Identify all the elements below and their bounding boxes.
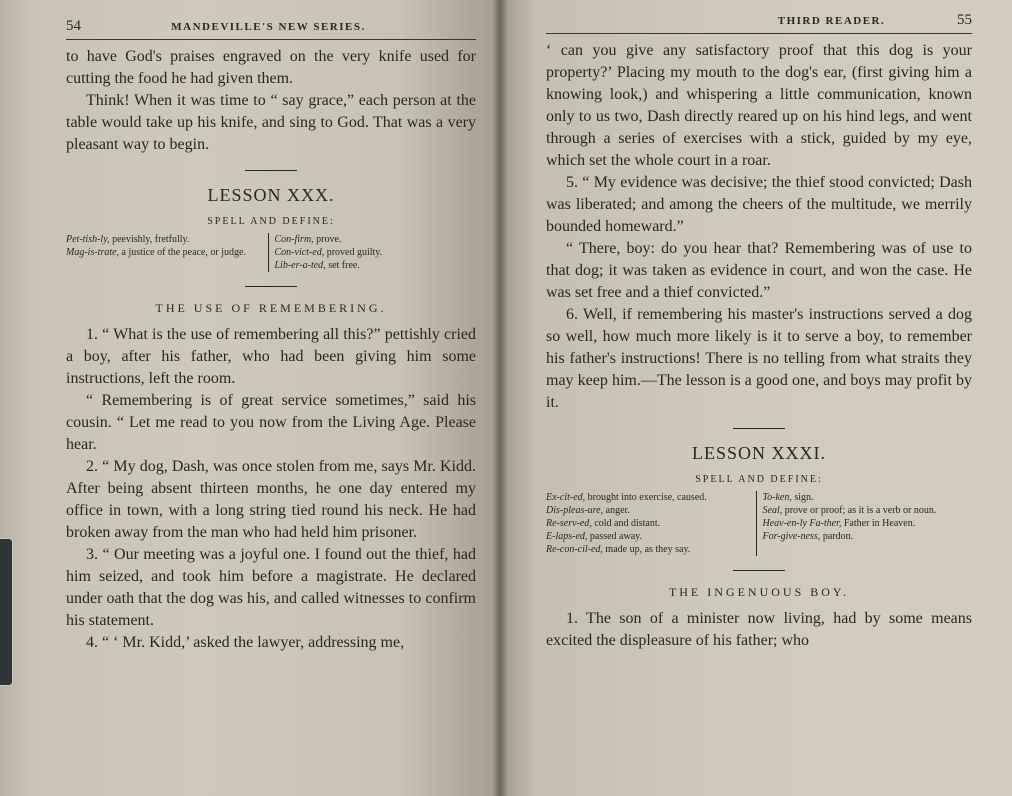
page-number: 54 <box>66 18 81 34</box>
book-gutter <box>492 0 508 796</box>
story-title: THE USE OF REMEMBERING. <box>155 301 387 315</box>
vocabulary-item: Seal, prove or proof; as it is a verb or noun. <box>762 505 937 516</box>
vocabulary-item: For-give-ness, pardon. <box>762 531 854 542</box>
vocabulary-list <box>546 491 972 556</box>
paragraph: 4. “ ‘ Mr. Kidd,’ asked the lawyer, addressing me, <box>86 634 405 651</box>
vocabulary-item: Re-serv-ed, cold and distant. <box>546 518 661 529</box>
spell-define-label: SPELL AND DEFINE: <box>695 474 823 485</box>
paragraph: to have God's praises engraved on the very knife used for cutting the food he had given them. <box>66 48 476 87</box>
vocabulary-item: Lib-er-a-ted, set free. <box>274 260 360 271</box>
right-page <box>500 0 1012 796</box>
vocabulary-column-right <box>757 491 973 556</box>
running-head: MANDEVILLE'S NEW SERIES. <box>171 21 366 33</box>
vocabulary-item: Con-firm, prove. <box>274 234 342 245</box>
vocabulary-item: Con-vict-ed, proved guilty. <box>274 247 383 258</box>
left-page <box>0 0 500 796</box>
header-rule <box>66 39 476 40</box>
separator-rule <box>733 428 785 429</box>
paragraph: “ There, boy: do you hear that? Remembering was of use to that dog; it was taken as evidence in court, and won the case. He was set free and a thief convicted.” <box>546 240 972 301</box>
paragraph: Think! When it was time to “ say grace,” each person at the table would take up his knife, and sing to God. That was a very pleasant way to begin. <box>66 92 476 153</box>
lesson-heading: LESSON XXXI. <box>691 443 826 463</box>
right-page-header <box>546 12 972 29</box>
paragraph: 2. “ My dog, Dash, was once stolen from me, says Mr. Kidd. After being absent thirteen months, he one day entered my office in town, with a long string tied round his neck. He had broken away from the man who had held him prisoner. <box>66 458 476 541</box>
lesson-heading: LESSON XXX. <box>207 185 335 205</box>
running-head: THIRD READER. <box>777 15 886 27</box>
separator-rule <box>733 570 785 571</box>
vocabulary-column-left <box>66 233 269 272</box>
vocabulary-item: Dis-pleas-ure, anger. <box>546 505 630 516</box>
paragraph: “ Remembering is of great service sometimes,” said his cousin. “ Let me read to you now from the Living Age. Please hear. <box>66 392 476 453</box>
paragraph: 6. Well, if remembering his master's instructions served a dog so well, how much more likely is it to serve a boy, to remember his father's instructions! There is no telling from what straits they may keep him.—The lesson is a good one, and boys may profit by it. <box>546 306 972 411</box>
vocabulary-column-right <box>269 233 477 272</box>
vocabulary-item: Ex-cit-ed, brought into exercise, caused. <box>546 492 707 503</box>
vocabulary-item: To-ken, sign. <box>762 492 814 503</box>
vocabulary-item: Re-con-cil-ed, made up, as they say. <box>546 544 691 555</box>
header-rule <box>546 33 972 34</box>
spell-define-label: SPELL AND DEFINE: <box>207 216 335 227</box>
vocabulary-column-left <box>546 491 757 556</box>
paragraph: 5. “ My evidence was decisive; the thief stood convicted; Dash was liberated; and among the cheers of the multitude, we merrily bounded homeward.” <box>546 174 972 235</box>
story-title: THE INGENUOUS BOY. <box>668 585 850 599</box>
vocabulary-item: Heav-en-ly Fa-ther, Father in Heaven. <box>762 518 916 529</box>
vocabulary-item: Mag-is-trate, a justice of the peace, or judge. <box>66 247 246 258</box>
left-page-header <box>66 18 476 35</box>
paragraph: 1. The son of a minister now living, had by some means excited the displeasure of his father; who <box>546 610 972 649</box>
page-clip <box>0 538 13 686</box>
separator-rule <box>245 286 297 287</box>
vocabulary-item: E-laps-ed, passed away. <box>546 531 642 542</box>
paragraph: 1. “ What is the use of remembering all this?” pettishly cried a boy, after his father, who had been giving him some instructions, left the room. <box>66 326 476 387</box>
paragraph: ‘ can you give any satisfactory proof that this dog is your property?’ Placing my mouth to the dog's ear, (first giving him a knowing look,) and whispering a little communication, known only to us two, Dash directly reared up on his hind legs, and went through a series of exercises with a stick, guided by my eye, which set the whole court in a roar. <box>546 42 972 169</box>
page-number: 55 <box>956 12 972 28</box>
vocabulary-list <box>66 233 476 272</box>
vocabulary-item: Pet-tish-ly, peevishly, fretfully. <box>66 234 190 245</box>
paragraph: 3. “ Our meeting was a joyful one. I found out the thief, had him seized, and took him before a magistrate. He declared under oath that the dog was his, and called witnesses to confirm his statement. <box>66 546 476 629</box>
separator-rule <box>245 170 297 171</box>
